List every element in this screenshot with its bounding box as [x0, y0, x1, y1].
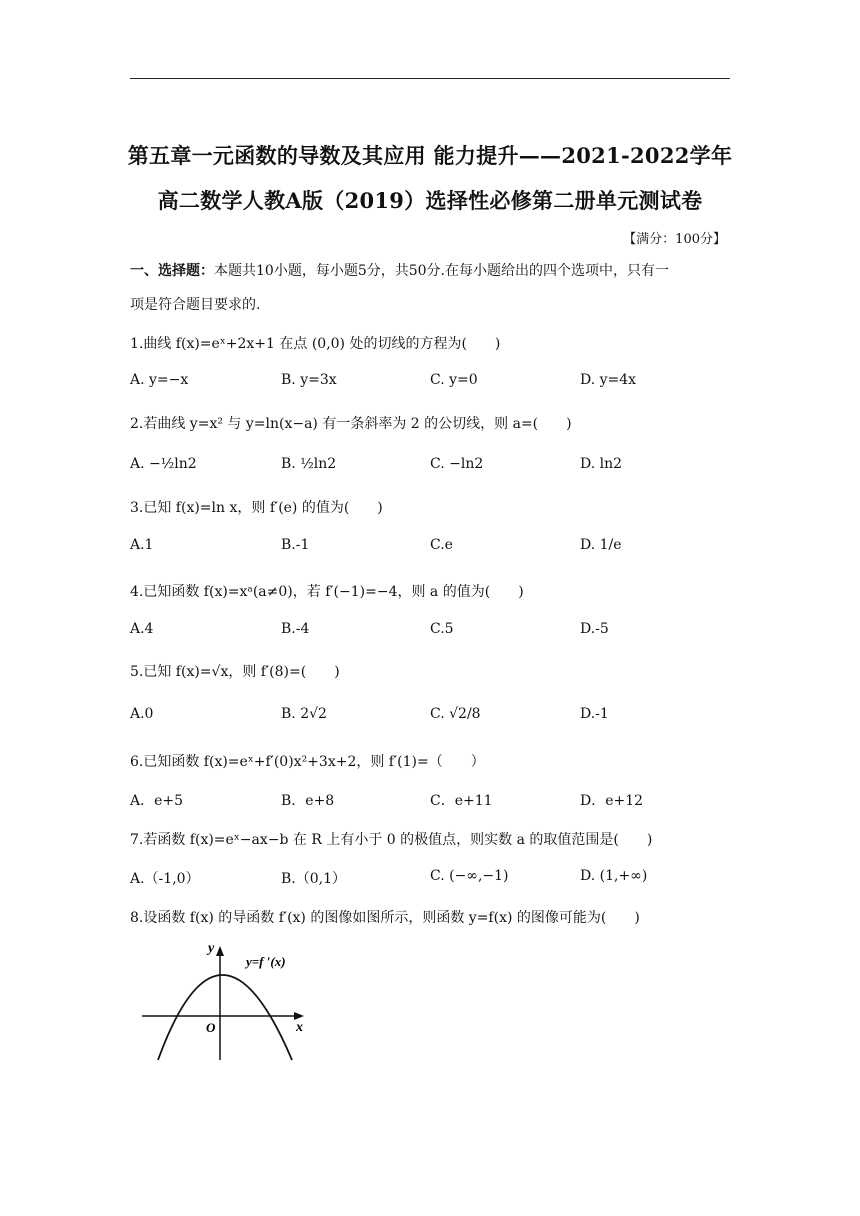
q2-option-b: B. ½ln2 — [281, 456, 337, 472]
q6-option-d: D．e+12 — [580, 793, 644, 809]
question-4-stem: 4.已知函数 f(x)=xᵃ(a≠0)，若 f′(−1)=−4，则 a 的值为( ) — [130, 584, 524, 600]
section-intro-line1 — [130, 260, 669, 280]
question-1-stem: 1.曲线 f(x)=eˣ+2x+1 在点 (0,0) 处的切线的方程为( ) — [130, 336, 501, 352]
q2-option-d: D. ln2 — [580, 456, 623, 472]
question-8-stem: 8.设函数 f(x) 的导函数 f′(x) 的图像如图所示，则函数 y=f(x) 的图像可能为( ) — [130, 910, 640, 926]
question-7-stem: 7.若函数 f(x)=eˣ−ax−b 在 R 上有小于 0 的极值点，则实数 a 的取值范围是( ) — [130, 832, 653, 848]
derivative-curve — [158, 975, 292, 1060]
x-axis-label: x — [296, 1020, 303, 1035]
derivative-graph-figure — [136, 936, 316, 1066]
question-6-stem: 6.已知函数 f(x)=eˣ+f′(0)x²+3x+2，则 f′(1)=（ ） — [130, 754, 485, 770]
page-title-line1: 第五章一元函数的导数及其应用 能力提升——2021-2022学年 — [127, 143, 733, 168]
origin-label: O — [206, 1020, 216, 1035]
section-desc-1: 本题共10小题，每小题5分，共50分.在每小题给出的四个选项中，只有一 — [214, 263, 669, 279]
q6-option-a: A．e+5 — [130, 793, 184, 809]
q5-option-c: C. √2/8 — [430, 706, 481, 722]
q7-option-a: A.（-1,0） — [130, 871, 200, 887]
q7-option-d: D. (1,+∞) — [580, 868, 648, 884]
q7-option-b: B.（0,1） — [281, 871, 347, 887]
q6-option-c: C．e+11 — [430, 793, 493, 809]
top-rule — [130, 78, 730, 79]
question-2-stem: 2.若曲线 y=x² 与 y=ln(x−a) 有一条斜率为 2 的公切线，则 a=( ) — [130, 416, 572, 432]
x-axis-arrow — [294, 1012, 304, 1020]
q1-option-b: B. y=3x — [281, 372, 337, 388]
q7-option-c: C. (−∞,−1) — [430, 868, 509, 884]
q4-option-a: A.4 — [130, 621, 154, 637]
q5-option-a: A.0 — [130, 706, 154, 722]
q3-option-d: D. 1/e — [580, 537, 622, 553]
q4-option-c: C.5 — [430, 621, 454, 637]
full-score-label: 【满分：100分】 — [623, 232, 726, 247]
q2-option-c: C. −ln2 — [430, 456, 484, 472]
section-label: 一、选择题： — [130, 263, 214, 279]
q1-option-a: A. y=−x — [130, 372, 189, 388]
curve-label: y=f ′(x) — [246, 954, 286, 969]
q5-option-d: D.-1 — [580, 706, 609, 722]
q1-option-d: D. y=4x — [580, 372, 637, 388]
question-3-stem: 3.已知 f(x)=ln x，则 f′(e) 的值为( ) — [130, 500, 383, 516]
question-5-stem: 5.已知 f(x)=√x，则 f′(8)=( ) — [130, 664, 340, 680]
q6-option-b: B．e+8 — [281, 793, 335, 809]
y-axis-arrow — [216, 946, 224, 956]
y-axis-label: y — [208, 941, 215, 956]
q2-option-a: A. −½ln2 — [130, 456, 197, 472]
q4-option-b: B.-4 — [281, 621, 310, 637]
page-title-line2: 高二数学人教A版（2019）选择性必修第二册单元测试卷 — [157, 188, 703, 213]
q3-option-c: C.e — [430, 537, 453, 553]
q4-option-d: D.-5 — [580, 621, 609, 637]
section-desc-2: 项是符合题目要求的. — [130, 297, 261, 313]
q3-option-a: A.1 — [130, 537, 154, 553]
q5-option-b: B. 2√2 — [281, 706, 327, 722]
q1-option-c: C. y=0 — [430, 372, 478, 388]
q3-option-b: B.-1 — [281, 537, 310, 553]
